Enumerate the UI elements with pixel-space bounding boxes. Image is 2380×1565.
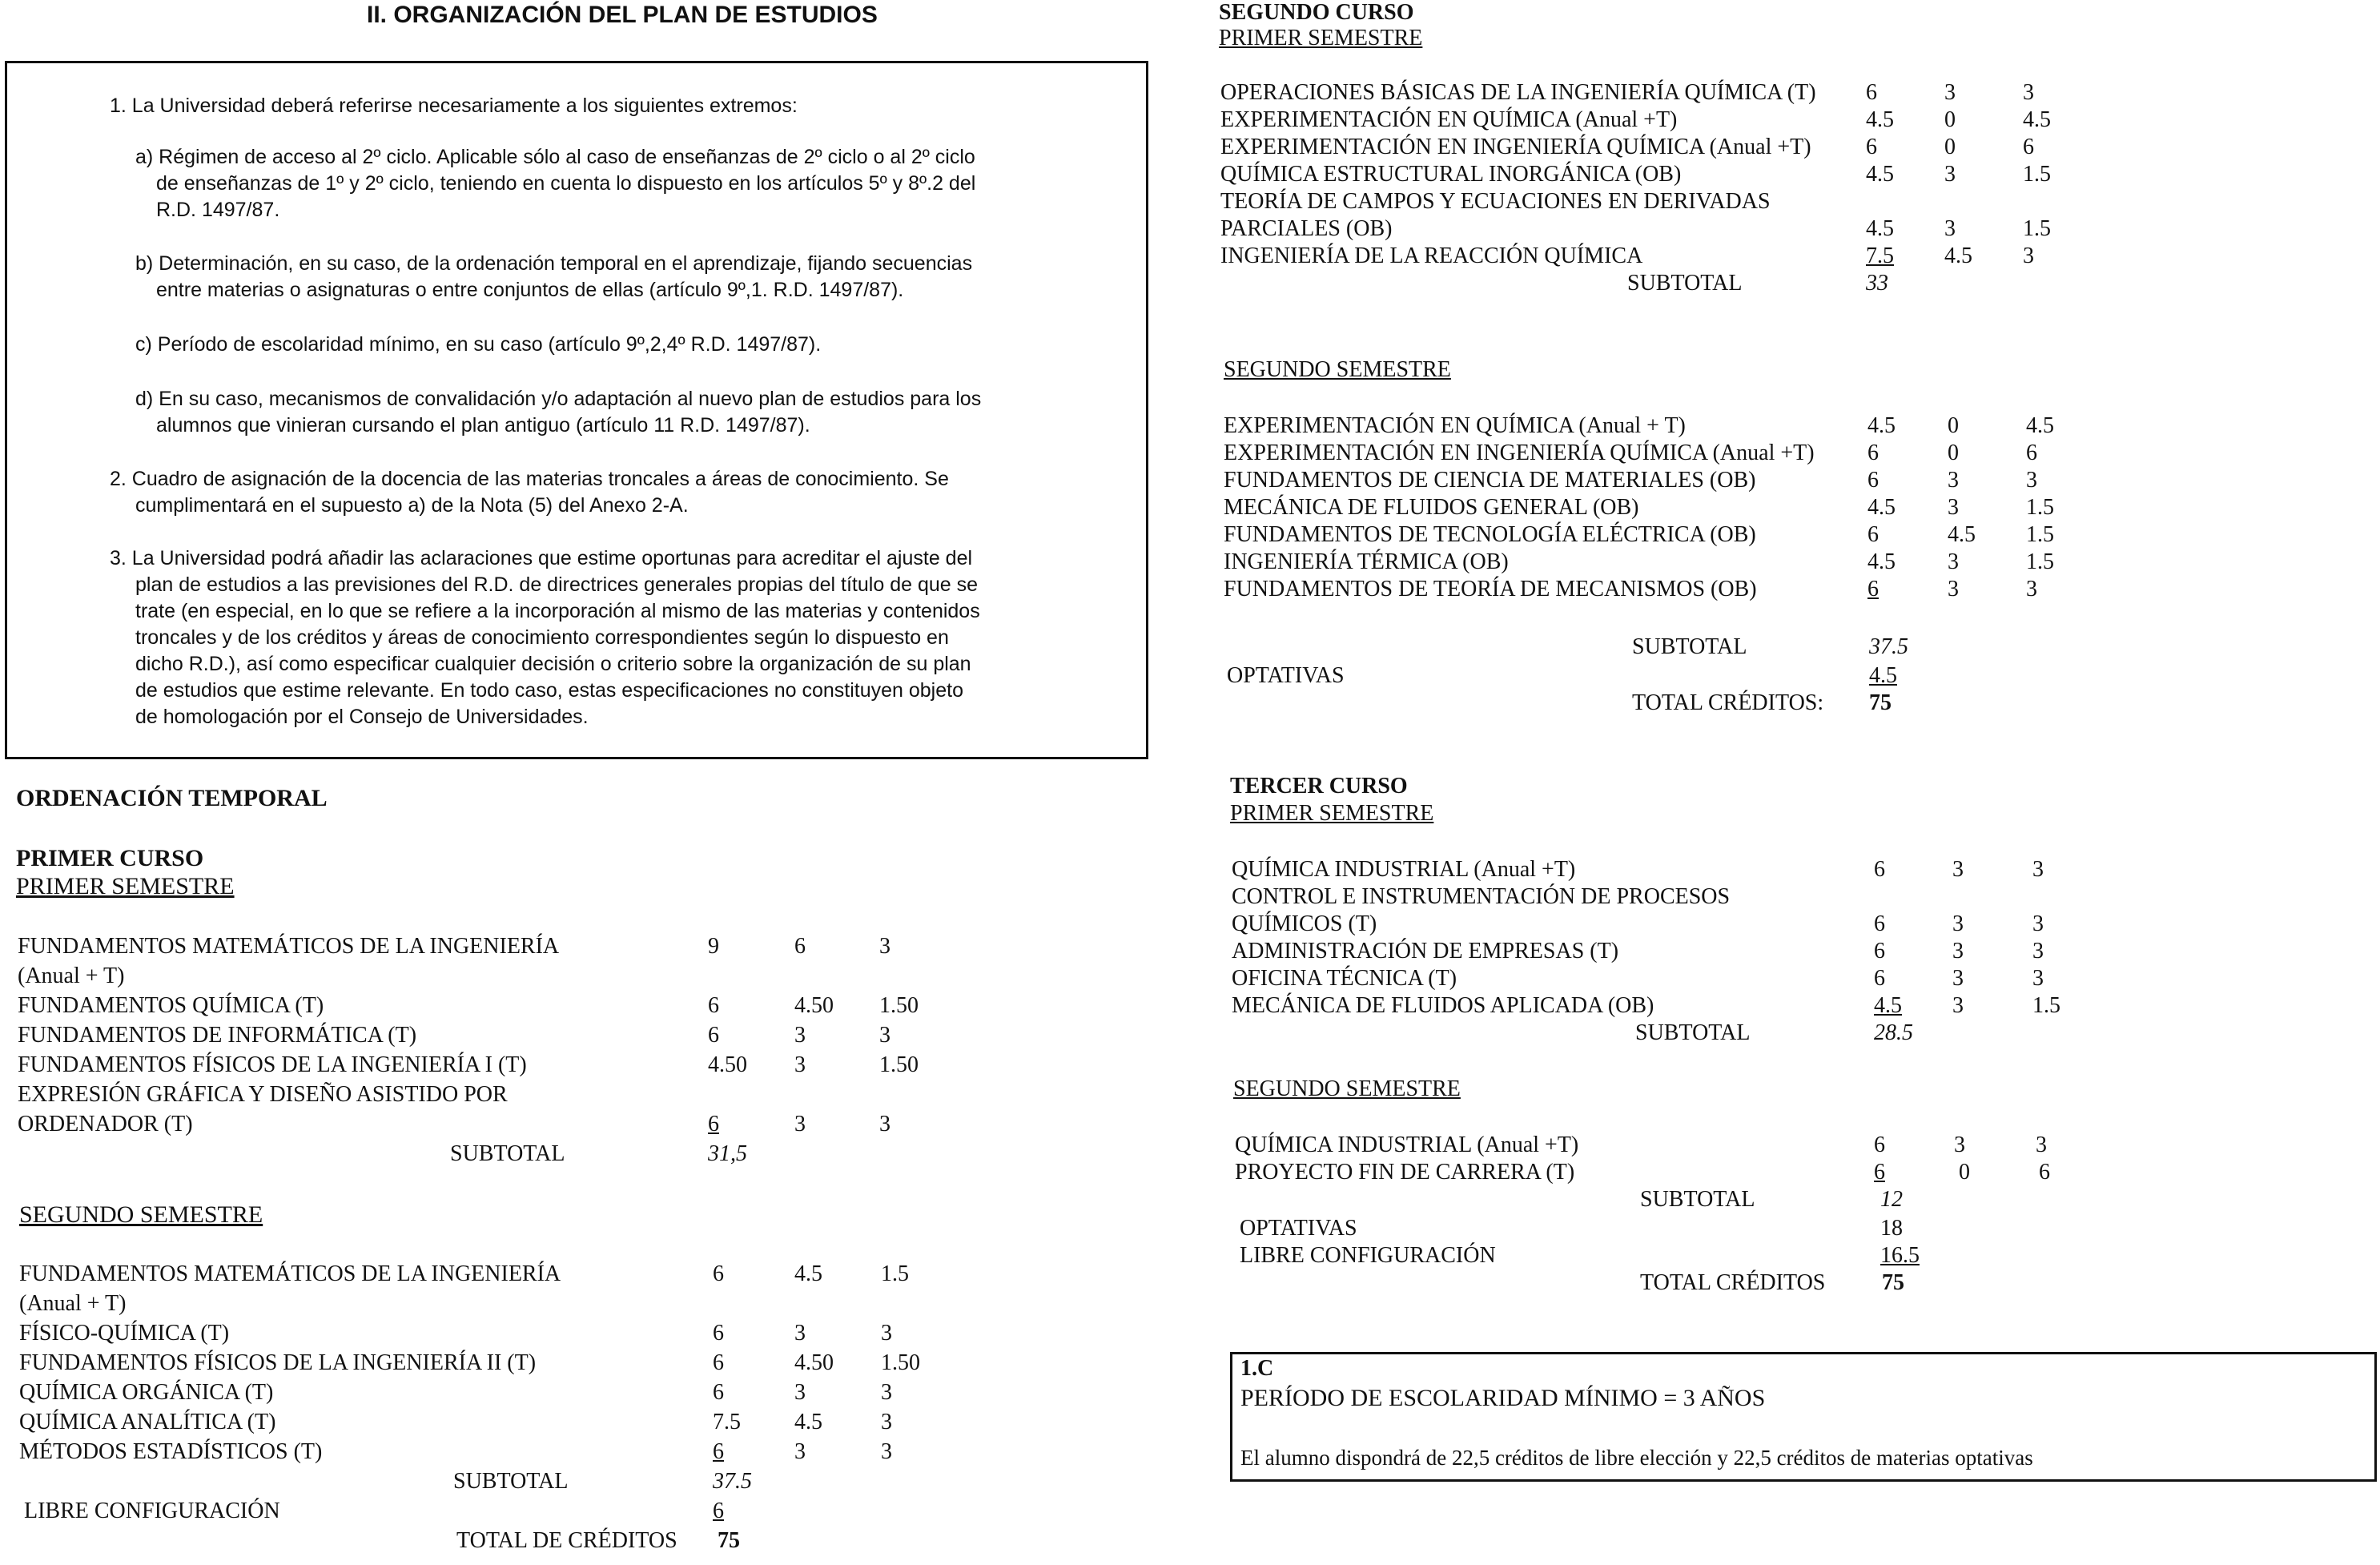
credits-theory: 3 (794, 1380, 806, 1405)
credits-total: 9 (708, 934, 719, 959)
subject-name: QUÍMICOS (T) (1232, 911, 1377, 936)
subject-name: INGENIERÍA TÉRMICA (OB) (1224, 549, 1509, 574)
credits-theory: 6 (794, 934, 806, 959)
note-item-1d: alumnos que vinieran cursando el plan antiguo (artículo 11 R.D. 1497/87). (156, 414, 810, 437)
credits-total: 4.5 (1867, 413, 1896, 438)
total-value: 75 (718, 1528, 740, 1553)
libre-value: 6 (713, 1499, 724, 1523)
credits-total: 6 (1874, 939, 1885, 964)
segundo-curso-title: SEGUNDO CURSO (1219, 0, 1414, 25)
note-item-2: 2. Cuadro de asignación de la docencia de las materias troncales a áreas de conocimiento. Se (110, 468, 949, 490)
table-row (18, 932, 890, 961)
total-label: TOTAL DE CRÉDITOS (456, 1528, 677, 1553)
table-row (18, 992, 919, 1020)
libre-label: LIBRE CONFIGURACIÓN (1240, 1243, 1496, 1268)
periodo-title: PERÍODO DE ESCOLARIDAD MÍNIMO = 3 AÑOS (1240, 1385, 1766, 1411)
subject-name: EXPERIMENTACIÓN EN QUÍMICA (Anual +T) (1220, 107, 1678, 132)
credits-practice: 1.50 (879, 993, 919, 1018)
credits-theory: 3 (794, 1023, 806, 1048)
credits-total: 4.5 (1866, 162, 1894, 187)
note-item-1a: R.D. 1497/87. (156, 199, 280, 221)
credits-theory: 3 (1948, 577, 1959, 601)
table-row (1224, 575, 2037, 604)
credits-practice: 1.5 (2026, 522, 2054, 547)
table-row (19, 1438, 892, 1466)
subtotal-value: 33 (1866, 271, 1888, 296)
credits-practice: 3 (879, 934, 890, 959)
subject-name: QUÍMICA INDUSTRIAL (Anual +T) (1235, 1133, 1579, 1157)
table-row (1220, 160, 2051, 189)
credits-practice: 6 (2023, 135, 2034, 159)
subject-name: CONTROL E INSTRUMENTACIÓN DE PROCESOS (1232, 884, 1731, 909)
credits-total: 6 (1874, 966, 1885, 991)
subject-name: FÍSICO-QUÍMICA (T) (19, 1321, 230, 1346)
periodo-code: 1.C (1240, 1356, 1274, 1381)
credits-total: 6 (1874, 1160, 1885, 1185)
credits-theory: 3 (1944, 80, 1956, 105)
subject-name: EXPERIMENTACIÓN EN QUÍMICA (Anual + T) (1224, 413, 1686, 438)
subject-name: FUNDAMENTOS FÍSICOS DE LA INGENIERÍA II (T) (19, 1350, 537, 1375)
subject-name: FUNDAMENTOS DE INFORMÁTICA (T) (18, 1023, 417, 1048)
credits-practice: 1.50 (881, 1350, 920, 1375)
credits-theory: 0 (1944, 135, 1956, 159)
credits-practice: 3 (2036, 1133, 2047, 1157)
optativas-value: 4.5 (1869, 663, 1897, 688)
table-row (18, 1110, 890, 1139)
table-row (19, 1378, 892, 1407)
credits-theory: 4.50 (794, 1350, 834, 1375)
table-row (1224, 493, 2054, 522)
credits-practice: 3 (879, 1023, 890, 1048)
table-row (1232, 910, 2044, 939)
subject-name: FUNDAMENTOS MATEMÁTICOS DE LA INGENIERÍA (19, 1261, 561, 1286)
subtotal-label: SUBTOTAL (1632, 634, 1747, 659)
subject-name: EXPERIMENTACIÓN EN INGENIERÍA QUÍMICA (Anual +T) (1224, 441, 1815, 465)
credits-practice: 3 (881, 1380, 892, 1405)
subtotal-label: SUBTOTAL (1635, 1020, 1751, 1045)
credits-total: 6 (708, 1023, 719, 1048)
subject-name: QUÍMICA ANALÍTICA (T) (19, 1410, 276, 1434)
table-row (19, 1319, 892, 1348)
credits-theory: 0 (1948, 441, 1959, 465)
table-row (1232, 992, 2060, 1020)
credits-total: 6 (713, 1380, 724, 1405)
subject-name: MECÁNICA DE FLUIDOS GENERAL (OB) (1224, 495, 1639, 520)
total-label: TOTAL CRÉDITOS (1640, 1270, 1826, 1295)
subject-name: TEORÍA DE CAMPOS Y ECUACIONES EN DERIVADAS (1220, 189, 1771, 214)
table-row (19, 1260, 909, 1289)
table-row (1235, 1158, 2050, 1187)
credits-theory: 4.5 (1948, 522, 1976, 547)
credits-practice: 3 (2032, 911, 2044, 936)
credits-total: 6 (1874, 911, 1885, 936)
note-item-3: 3. La Universidad podrá añadir las aclaraciones que estime oportunas para acreditar el ajuste del (110, 547, 973, 569)
credits-practice: 3 (881, 1321, 892, 1346)
table-row (1220, 242, 2034, 271)
primer-curso-s2-title: SEGUNDO SEMESTRE (19, 1201, 263, 1228)
credits-practice: 1.50 (879, 1052, 919, 1077)
credits-total: 6 (708, 1112, 719, 1137)
credits-theory: 3 (1952, 911, 1964, 936)
subtotal-value: 31,5 (708, 1141, 747, 1166)
credits-practice: 1.5 (2032, 993, 2060, 1018)
subtotal-label: SUBTOTAL (450, 1141, 565, 1166)
subject-name: QUÍMICA ORGÁNICA (T) (19, 1380, 274, 1405)
credits-total: 6 (1874, 857, 1885, 882)
segundo-curso-s2-title: SEGUNDO SEMESTRE (1224, 357, 1451, 382)
subtotal-label: SUBTOTAL (1627, 271, 1743, 296)
note-item-1: 1. La Universidad deberá referirse necesariamente a los siguientes extremos: (110, 95, 798, 117)
table-row (1232, 964, 2044, 993)
note-item-1d: d) En su caso, mecanismos de convalidación y/o adaptación al nuevo plan de estudios para los (135, 388, 982, 410)
subject-name: FUNDAMENTOS DE CIENCIA DE MATERIALES (OB) (1224, 468, 1756, 493)
subject-name: (Anual + T) (18, 964, 125, 988)
subject-name: QUÍMICA ESTRUCTURAL INORGÁNICA (OB) (1220, 162, 1682, 187)
optativas-row (1227, 662, 1897, 690)
credits-total: 7.5 (713, 1410, 741, 1434)
subject-name: EXPRESIÓN GRÁFICA Y DISEÑO ASISTIDO POR (18, 1082, 508, 1107)
libre-row (1240, 1241, 1920, 1270)
table-row (1224, 439, 2037, 468)
credits-total: 6 (1867, 577, 1879, 601)
note-item-3: de homologación por el Consejo de Universidades. (135, 706, 589, 728)
note-item-3: de estudios que estime relevante. En todo caso, estas especificaciones no constituyen objeto (135, 679, 963, 702)
credits-practice: 4.5 (2026, 413, 2054, 438)
optativas-value: 18 (1880, 1216, 1903, 1241)
table-row (1224, 412, 2054, 441)
note-item-1c: c) Período de escolaridad mínimo, en su caso (artículo 9º,2,4º R.D. 1497/87). (135, 333, 822, 356)
subject-name: OPERACIONES BÁSICAS DE LA INGENIERÍA QUÍMICA (T) (1220, 80, 1816, 105)
credits-total: 4.5 (1867, 549, 1896, 574)
credits-theory: 0 (1944, 107, 1956, 132)
credits-theory: 3 (794, 1052, 806, 1077)
subject-name: PARCIALES (OB) (1220, 216, 1393, 241)
subtotal-label: SUBTOTAL (453, 1469, 569, 1494)
subject-name: QUÍMICA INDUSTRIAL (Anual +T) (1232, 857, 1576, 882)
tercer-curso-s1-title: PRIMER SEMESTRE (1230, 801, 1434, 826)
subject-name: ADMINISTRACIÓN DE EMPRESAS (T) (1232, 939, 1619, 964)
credits-practice: 3 (2026, 468, 2037, 493)
table-row (1232, 855, 2044, 884)
table-row (18, 962, 124, 991)
credits-theory: 3 (1952, 857, 1964, 882)
subtotal-value: 12 (1880, 1187, 1903, 1212)
libre-value: 16.5 (1880, 1243, 1920, 1268)
subject-name: INGENIERÍA DE LA REACCIÓN QUÍMICA (1220, 243, 1643, 268)
subject-name: PROYECTO FIN DE CARRERA (T) (1235, 1160, 1575, 1185)
credits-practice: 1.5 (2026, 495, 2054, 520)
credits-practice: 3 (879, 1112, 890, 1137)
table-row (1220, 78, 2034, 107)
table-row (1232, 937, 2044, 966)
note-item-3: dicho R.D.), así como especificar cualquier decisión o criterio sobre la organización de su plan (135, 653, 971, 675)
credits-practice: 3 (2026, 577, 2037, 601)
credits-total: 6 (1866, 80, 1877, 105)
optativas-row (1240, 1214, 1903, 1243)
subtotal-value: 37.5 (713, 1469, 752, 1494)
note-item-1b: entre materias o asignaturas o entre conjuntos de ellas (artículo 9º,1. R.D. 1497/87). (156, 279, 904, 301)
credits-theory: 3 (1952, 966, 1964, 991)
credits-total: 6 (713, 1350, 724, 1375)
credits-total: 4.50 (708, 1052, 747, 1077)
credits-theory: 3 (1944, 162, 1956, 187)
credits-theory: 0 (1948, 413, 1959, 438)
credits-total: 6 (713, 1439, 724, 1464)
note-item-1a: a) Régimen de acceso al 2º ciclo. Aplicable sólo al caso de enseñanzas de 2º ciclo o al 2º ciclo (135, 146, 975, 168)
subject-name: (Anual + T) (19, 1291, 127, 1316)
total-value: 75 (1869, 690, 1892, 715)
credits-total: 6 (1866, 135, 1877, 159)
tercer-curso-s2-title: SEGUNDO SEMESTRE (1233, 1076, 1461, 1101)
credits-theory: 3 (794, 1321, 806, 1346)
credits-practice: 1.5 (2023, 216, 2051, 241)
optativas-label: OPTATIVAS (1240, 1216, 1357, 1241)
credits-practice: 4.5 (2023, 107, 2051, 132)
libre-row (24, 1497, 724, 1526)
note-item-3: troncales y de los créditos y áreas de conocimiento correspondientes según lo dispuesto en (135, 626, 949, 649)
credits-total: 6 (1867, 522, 1879, 547)
table-row (19, 1408, 892, 1437)
credits-total: 4.5 (1866, 107, 1894, 132)
table-row (1220, 133, 2034, 162)
credits-theory: 4.5 (794, 1410, 822, 1434)
subject-name: MECÁNICA DE FLUIDOS APLICADA (OB) (1232, 993, 1654, 1018)
table-row (1235, 1131, 2047, 1160)
page-title: II. ORGANIZACIÓN DEL PLAN DE ESTUDIOS (367, 2, 878, 28)
credits-theory: 3 (794, 1439, 806, 1464)
credits-practice: 3 (2023, 243, 2034, 268)
table-row (1224, 466, 2037, 495)
credits-total: 6 (713, 1261, 724, 1286)
subtotal-value: 28.5 (1874, 1020, 1913, 1045)
credits-total: 6 (713, 1321, 724, 1346)
credits-total: 6 (1867, 468, 1879, 493)
credits-theory: 3 (1954, 1133, 1965, 1157)
subject-name: FUNDAMENTOS DE TEORÍA DE MECANISMOS (OB) (1224, 577, 1757, 601)
primer-curso-s1-title: PRIMER SEMESTRE (16, 873, 235, 899)
segundo-curso-s1-title: PRIMER SEMESTRE (1219, 26, 1423, 50)
optativas-label: OPTATIVAS (1227, 663, 1345, 688)
total-label: TOTAL CRÉDITOS: (1632, 690, 1824, 715)
subject-name: FUNDAMENTOS QUÍMICA (T) (18, 993, 324, 1018)
table-row (18, 1021, 890, 1050)
periodo-text: El alumno dispondrá de 22,5 créditos de libre elección y 22,5 créditos de materias optativas (1240, 1446, 2033, 1470)
libre-label: LIBRE CONFIGURACIÓN (24, 1499, 280, 1523)
notes-box (5, 61, 1148, 759)
subject-name: FUNDAMENTOS DE TECNOLOGÍA ELÉCTRICA (OB) (1224, 522, 1756, 547)
table-row (18, 1080, 508, 1109)
table-row (1220, 215, 2051, 243)
credits-theory: 3 (1948, 495, 1959, 520)
credits-theory: 3 (1948, 549, 1959, 574)
credits-practice: 3 (2023, 80, 2034, 105)
credits-theory: 4.5 (794, 1261, 822, 1286)
credits-theory: 3 (1952, 939, 1964, 964)
subtotal-label: SUBTOTAL (1640, 1187, 1755, 1212)
credits-theory: 3 (1952, 993, 1964, 1018)
credits-total: 6 (1874, 1133, 1885, 1157)
credits-total: 4.5 (1866, 216, 1894, 241)
tercer-curso-title: TERCER CURSO (1230, 774, 1408, 799)
credits-practice: 3 (881, 1410, 892, 1434)
subtotal-value: 37.5 (1869, 634, 1908, 659)
subject-name: FUNDAMENTOS FÍSICOS DE LA INGENIERÍA I (T) (18, 1052, 527, 1077)
note-item-3: trate (en especial, en lo que se refiere a la incorporación al mismo de las materias y contenidos (135, 600, 980, 622)
table-row (18, 1051, 919, 1080)
periodo-box (1230, 1352, 2377, 1482)
credits-total: 6 (708, 993, 719, 1018)
credits-theory: 4.50 (794, 993, 834, 1018)
subject-name: EXPERIMENTACIÓN EN INGENIERÍA QUÍMICA (Anual +T) (1220, 135, 1811, 159)
note-item-3: plan de estudios a las previsiones del R.D. de directrices generales propias del título de que se (135, 573, 979, 596)
credits-theory: 3 (1948, 468, 1959, 493)
credits-total: 6 (1867, 441, 1879, 465)
credits-total: 4.5 (1874, 993, 1902, 1018)
credits-practice: 6 (2026, 441, 2037, 465)
table-row (19, 1289, 126, 1318)
total-value: 75 (1882, 1270, 1904, 1295)
credits-total: 4.5 (1867, 495, 1896, 520)
credits-theory: 3 (794, 1112, 806, 1137)
subject-name: ORDENADOR (T) (18, 1112, 193, 1137)
credits-total: 7.5 (1866, 243, 1894, 268)
note-item-1b: b) Determinación, en su caso, de la ordenación temporal en el aprendizaje, fijando secuencias (135, 252, 973, 275)
primer-curso-title: PRIMER CURSO (16, 845, 204, 871)
note-item-2: cumplimentará en el supuesto a) de la Nota (5) del Anexo 2-A. (135, 494, 689, 517)
table-row (1220, 106, 2051, 135)
credits-practice: 6 (2039, 1160, 2050, 1185)
credits-theory: 4.5 (1944, 243, 1972, 268)
table-row (1220, 187, 1771, 216)
subject-name: MÉTODOS ESTADÍSTICOS (T) (19, 1439, 323, 1464)
credits-practice: 3 (2032, 857, 2044, 882)
table-row (1224, 521, 2054, 549)
credits-theory: 3 (1944, 216, 1956, 241)
subject-name: OFICINA TÉCNICA (T) (1232, 966, 1457, 991)
credits-practice: 1.5 (2023, 162, 2051, 187)
table-row (1232, 883, 1730, 911)
table-row (1224, 548, 2054, 577)
credits-practice: 1.5 (2026, 549, 2054, 574)
table-row (19, 1349, 920, 1378)
note-item-1a: de enseñanzas de 1º y 2º ciclo, teniendo en cuenta lo dispuesto en los artículos 5º y 8º.2 del (156, 172, 976, 195)
credits-practice: 3 (881, 1439, 892, 1464)
ordenacion-title: ORDENACIÓN TEMPORAL (16, 785, 328, 811)
credits-practice: 3 (2032, 966, 2044, 991)
credits-theory: 0 (1959, 1160, 1970, 1185)
credits-practice: 1.5 (881, 1261, 909, 1286)
credits-practice: 3 (2032, 939, 2044, 964)
subject-name: FUNDAMENTOS MATEMÁTICOS DE LA INGENIERÍA (18, 934, 560, 959)
